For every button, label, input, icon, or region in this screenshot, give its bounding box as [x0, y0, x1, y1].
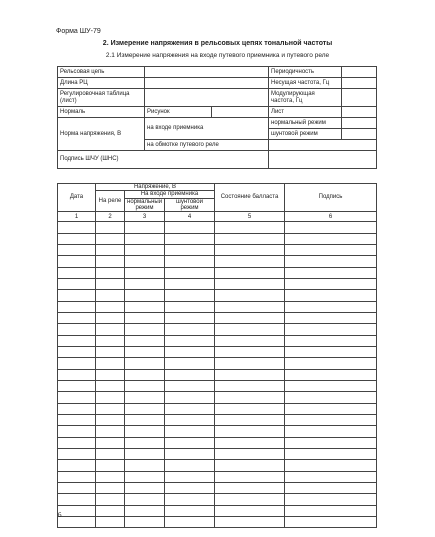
- header-date: Дата: [58, 184, 96, 212]
- table-cell: [96, 471, 125, 482]
- table-cell: [125, 369, 165, 380]
- table-cell: [125, 222, 165, 233]
- table-cell: [96, 335, 125, 346]
- table-row: [58, 517, 377, 528]
- table-cell: [165, 335, 215, 346]
- table-cell: [285, 392, 377, 403]
- label-carrier-freq: Несущая частота, Гц: [269, 78, 342, 89]
- table-cell: [215, 324, 285, 335]
- table-cell: [125, 403, 165, 414]
- table-cell: [96, 517, 125, 528]
- table-row: [58, 437, 377, 448]
- table-cell: [285, 471, 377, 482]
- table-cell: [215, 244, 285, 255]
- table-cell: [285, 301, 377, 312]
- table-cell: [58, 278, 96, 289]
- table-cell: [285, 369, 377, 380]
- table-cell: [96, 312, 125, 323]
- table-row: [58, 290, 377, 301]
- label-figure: Рисунок: [145, 107, 212, 118]
- table-cell: [58, 460, 96, 471]
- table-cell: [58, 324, 96, 335]
- table-cell: [285, 233, 377, 244]
- table-cell: [96, 301, 125, 312]
- table-cell: [125, 312, 165, 323]
- table-cell: [58, 483, 96, 494]
- table-row: [58, 278, 377, 289]
- table-cell: [125, 233, 165, 244]
- table-cell: [165, 256, 215, 267]
- table-cell: [125, 437, 165, 448]
- label-length: Длина РЦ: [58, 78, 145, 89]
- table-cell: [96, 346, 125, 357]
- table-cell: [125, 244, 165, 255]
- table-cell: [285, 324, 377, 335]
- table-row: [58, 483, 377, 494]
- table-cell: [165, 278, 215, 289]
- measurements-table: [57, 183, 377, 528]
- table-cell: [215, 346, 285, 357]
- header-normal-mode: нормальный режим: [125, 198, 165, 212]
- table-cell: [96, 278, 125, 289]
- table-row: [58, 403, 377, 414]
- table-cell: [165, 301, 215, 312]
- table-row: [58, 471, 377, 482]
- table-cell: [215, 369, 285, 380]
- table-cell: [215, 233, 285, 244]
- table-cell: [96, 358, 125, 369]
- table-cell: [96, 460, 125, 471]
- table-cell: [285, 517, 377, 528]
- table-cell: [96, 233, 125, 244]
- table-cell: [285, 381, 377, 392]
- table-cell: [215, 312, 285, 323]
- table-cell: [165, 403, 215, 414]
- table-cell: [215, 449, 285, 460]
- table-cell: [58, 403, 96, 414]
- table-cell: [125, 415, 165, 426]
- table-row: [58, 312, 377, 323]
- header-ballast-state: Состояние балласта: [215, 184, 285, 212]
- measurements-body: [58, 222, 377, 528]
- table-cell: [58, 358, 96, 369]
- table-cell: [58, 471, 96, 482]
- table-cell: [96, 426, 125, 437]
- table-cell: [58, 256, 96, 267]
- table-cell: [165, 460, 215, 471]
- table-cell: [285, 222, 377, 233]
- table-cell: [285, 335, 377, 346]
- table-cell: [58, 426, 96, 437]
- table-row: [58, 346, 377, 357]
- table-cell: [96, 256, 125, 267]
- table-row: [58, 335, 377, 346]
- table-cell: [125, 301, 165, 312]
- table-cell: [96, 483, 125, 494]
- table-cell: [165, 222, 215, 233]
- table-row: [58, 381, 377, 392]
- column-number: 2: [96, 212, 125, 222]
- table-row: [58, 460, 377, 471]
- table-cell: [215, 426, 285, 437]
- table-row: [58, 358, 377, 369]
- column-number: 6: [285, 212, 377, 222]
- table-cell: [96, 494, 125, 505]
- table-cell: [285, 290, 377, 301]
- table-cell: [96, 290, 125, 301]
- table-cell: [125, 346, 165, 357]
- table-cell: [125, 471, 165, 482]
- table-cell: [96, 324, 125, 335]
- table-cell: [285, 267, 377, 278]
- table-cell: [165, 244, 215, 255]
- table-cell: [165, 517, 215, 528]
- table-cell: [165, 358, 215, 369]
- field-rail-circuit: [145, 67, 269, 78]
- page-subtitle: 2.1 Измерение напряжения на входе путевого приемника и путевого реле: [105, 52, 330, 59]
- table-cell: [96, 505, 125, 516]
- table-row: [58, 233, 377, 244]
- table-cell: [165, 324, 215, 335]
- table-cell: [285, 346, 377, 357]
- table-row: [58, 267, 377, 278]
- table-cell: [165, 233, 215, 244]
- header-voltage: Напряжение, В: [96, 184, 215, 191]
- table-cell: [58, 267, 96, 278]
- field-figure: [212, 107, 269, 118]
- header-signature: Подпись: [285, 184, 377, 212]
- table-cell: [96, 437, 125, 448]
- table-cell: [125, 426, 165, 437]
- table-row: [58, 256, 377, 267]
- table-cell: [58, 449, 96, 460]
- field-periodicity: [342, 67, 377, 78]
- table-cell: [125, 460, 165, 471]
- table-cell: [165, 290, 215, 301]
- table-cell: [215, 494, 285, 505]
- column-number: 5: [215, 212, 285, 222]
- table-cell: [215, 517, 285, 528]
- table-cell: [165, 426, 215, 437]
- table-cell: [215, 460, 285, 471]
- column-number: 1: [58, 212, 96, 222]
- table-cell: [215, 381, 285, 392]
- table-cell: [58, 222, 96, 233]
- header-at-relay: На реле: [96, 191, 125, 212]
- table-cell: [125, 381, 165, 392]
- table-cell: [285, 494, 377, 505]
- table-cell: [165, 483, 215, 494]
- table-cell: [125, 494, 165, 505]
- field-signature: [269, 151, 377, 169]
- table-cell: [215, 222, 285, 233]
- table-cell: [58, 415, 96, 426]
- column-number: 4: [165, 212, 215, 222]
- table-cell: [215, 471, 285, 482]
- table-cell: [58, 494, 96, 505]
- table-cell: [285, 415, 377, 426]
- table-cell: [285, 312, 377, 323]
- table-cell: [215, 358, 285, 369]
- table-cell: [215, 256, 285, 267]
- table-row: [58, 222, 377, 233]
- table-cell: [215, 267, 285, 278]
- page-title: 2. Измерение напряжения в рельсовых цепях тональной частоты: [102, 40, 333, 47]
- table-cell: [58, 301, 96, 312]
- table-cell: [165, 449, 215, 460]
- table-cell: [96, 449, 125, 460]
- table-cell: [58, 346, 96, 357]
- table-cell: [125, 517, 165, 528]
- page-number: 6: [58, 511, 62, 519]
- table-row: [58, 392, 377, 403]
- table-cell: [215, 505, 285, 516]
- table-cell: [285, 460, 377, 471]
- table-cell: [165, 494, 215, 505]
- label-at-relay-winding: на обмотке путевого реле: [145, 140, 269, 151]
- table-cell: [165, 392, 215, 403]
- field-shunt-mode: [342, 129, 377, 140]
- table-cell: [285, 358, 377, 369]
- table-cell: [96, 244, 125, 255]
- table-row: [58, 449, 377, 460]
- table-cell: [165, 381, 215, 392]
- label-sheet: Лист: [269, 107, 342, 118]
- table-cell: [125, 449, 165, 460]
- table-cell: [96, 403, 125, 414]
- table-cell: [215, 437, 285, 448]
- table-cell: [58, 244, 96, 255]
- table-cell: [285, 483, 377, 494]
- label-normal-mode: нормальный режим: [269, 118, 342, 129]
- label-shunt-mode: шунтовой режим: [269, 129, 342, 140]
- table-cell: [215, 415, 285, 426]
- column-numbers-row: [58, 212, 377, 222]
- table-cell: [215, 290, 285, 301]
- table-cell: [125, 505, 165, 516]
- table-cell: [96, 381, 125, 392]
- table-cell: [58, 290, 96, 301]
- table-row: [58, 505, 377, 516]
- table-cell: [58, 437, 96, 448]
- table-cell: [285, 449, 377, 460]
- table-cell: [125, 358, 165, 369]
- field-sheet: [342, 107, 377, 118]
- table-cell: [125, 483, 165, 494]
- table-row: [58, 426, 377, 437]
- label-voltage-norm: Норма напряжения, В: [58, 118, 145, 151]
- table-row: [58, 369, 377, 380]
- table-cell: [215, 301, 285, 312]
- table-cell: [58, 505, 96, 516]
- table-cell: [96, 267, 125, 278]
- info-table: [57, 66, 377, 169]
- table-cell: [125, 278, 165, 289]
- field-carrier-freq: [342, 78, 377, 89]
- table-cell: [215, 403, 285, 414]
- form-label: Форма ШУ-79: [56, 28, 101, 35]
- header-at-receiver-input: На входе приемника: [125, 191, 215, 198]
- table-cell: [165, 369, 215, 380]
- table-cell: [215, 483, 285, 494]
- table-cell: [125, 290, 165, 301]
- table-cell: [165, 267, 215, 278]
- table-cell: [215, 392, 285, 403]
- table-cell: [58, 335, 96, 346]
- table-cell: [96, 222, 125, 233]
- label-mod-freq: Модулирующая частота, Гц: [269, 89, 342, 107]
- table-cell: [285, 256, 377, 267]
- field-normal-mode: [342, 118, 377, 129]
- table-cell: [125, 267, 165, 278]
- table-cell: [165, 505, 215, 516]
- table-cell: [58, 517, 96, 528]
- table-cell: [125, 335, 165, 346]
- label-periodicity: Периодичность: [269, 67, 342, 78]
- table-cell: [285, 426, 377, 437]
- table-cell: [285, 505, 377, 516]
- header-shunt-mode: шунтовой режим: [165, 198, 215, 212]
- table-cell: [285, 403, 377, 414]
- table-row: [58, 415, 377, 426]
- field-mod-freq: [342, 89, 377, 107]
- table-row: [58, 244, 377, 255]
- table-cell: [165, 415, 215, 426]
- table-cell: [96, 392, 125, 403]
- table-cell: [285, 244, 377, 255]
- table-cell: [285, 278, 377, 289]
- table-cell: [285, 437, 377, 448]
- table-cell: [58, 392, 96, 403]
- table-cell: [165, 437, 215, 448]
- table-row: [58, 494, 377, 505]
- label-norm: Нормаль: [58, 107, 145, 118]
- table-cell: [125, 392, 165, 403]
- table-row: [58, 324, 377, 335]
- table-cell: [165, 312, 215, 323]
- label-at-receiver-input: на входе приемника: [145, 118, 269, 140]
- field-reg-table: [145, 89, 269, 107]
- table-cell: [125, 256, 165, 267]
- label-reg-table: Регулировочная таблица (лист): [58, 89, 145, 107]
- label-signature: Подпись ШЧУ (ШНС): [58, 151, 269, 169]
- table-cell: [58, 381, 96, 392]
- table-row: [58, 301, 377, 312]
- field-at-relay-winding: [269, 140, 377, 151]
- table-cell: [58, 369, 96, 380]
- table-cell: [58, 312, 96, 323]
- table-cell: [96, 415, 125, 426]
- table-cell: [125, 324, 165, 335]
- table-cell: [215, 278, 285, 289]
- table-cell: [165, 471, 215, 482]
- table-cell: [58, 233, 96, 244]
- field-length: [145, 78, 269, 89]
- column-number: 3: [125, 212, 165, 222]
- table-cell: [165, 346, 215, 357]
- label-rail-circuit: Рельсовая цепь: [58, 67, 145, 78]
- table-cell: [215, 335, 285, 346]
- table-cell: [96, 369, 125, 380]
